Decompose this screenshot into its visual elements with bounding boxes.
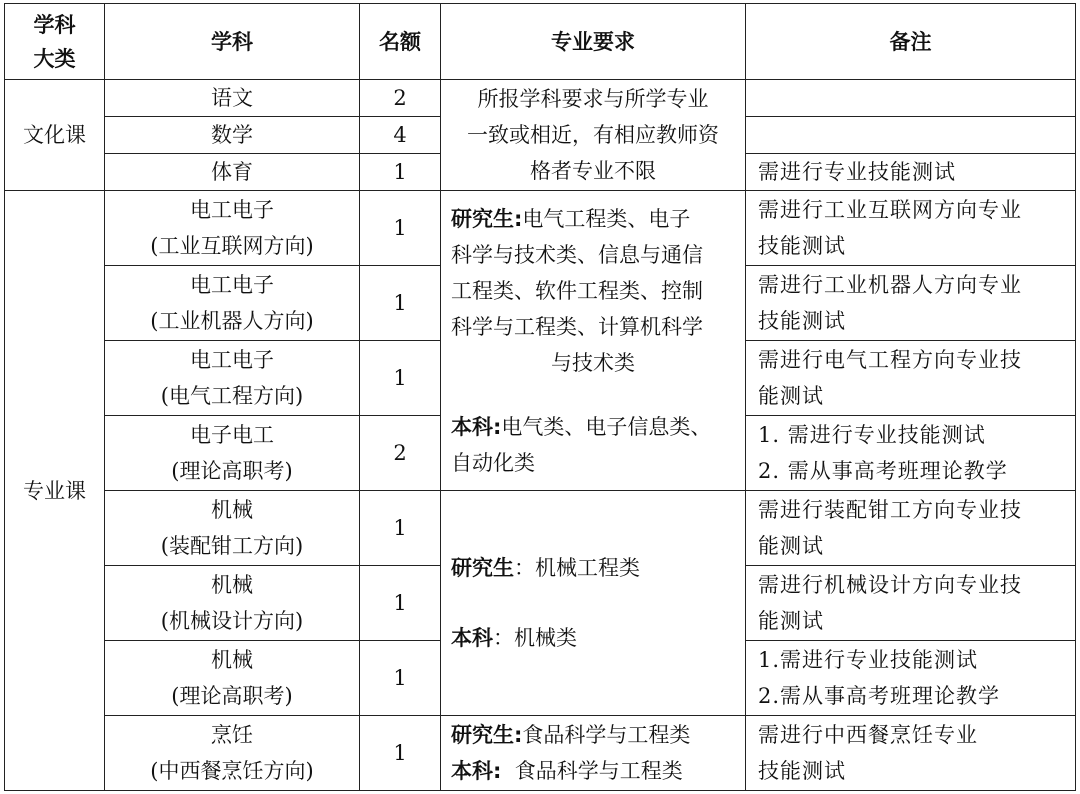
quota-cell: 1 — [360, 566, 441, 641]
quota-cell: 1 — [360, 266, 441, 341]
note-cell: 需进行电气工程方向专业技 能测试 — [746, 341, 1076, 416]
quota-cell: 4 — [360, 117, 441, 154]
header-subject: 学科 — [105, 4, 360, 80]
subject-cell: 机械 (理论高职考) — [105, 641, 360, 716]
requirement-cell: 研究生：机械工程类 本科：机械类 — [441, 491, 746, 716]
quota-cell: 2 — [360, 416, 441, 491]
table-row — [5, 491, 1076, 566]
note-cell: 需进行专业技能测试 — [746, 154, 1076, 191]
header-category: 学科 大类 — [5, 4, 105, 80]
note-cell: 1.需进行专业技能测试 2.需从事高考班理论教学 — [746, 641, 1076, 716]
quota-cell: 1 — [360, 491, 441, 566]
note-cell: 1. 需进行专业技能测试 2. 需从事高考班理论教学 — [746, 416, 1076, 491]
header-notes: 备注 — [746, 4, 1076, 80]
subject-cell: 电子电工 (理论高职考) — [105, 416, 360, 491]
quota-cell: 2 — [360, 80, 441, 117]
note-cell: 需进行装配钳工方向专业技 能测试 — [746, 491, 1076, 566]
group-culture: 文化课 — [5, 80, 105, 191]
quota-cell: 1 — [360, 716, 441, 791]
quota-cell: 1 — [360, 641, 441, 716]
header-quota: 名额 — [360, 4, 441, 80]
header-row — [5, 4, 1076, 80]
note-cell: 需进行机械设计方向专业技 能测试 — [746, 566, 1076, 641]
note-cell: 需进行工业机器人方向专业 技能测试 — [746, 266, 1076, 341]
subject-cell: 体育 — [105, 154, 360, 191]
group-professional: 专业课 — [5, 191, 105, 791]
quota-cell: 1 — [360, 154, 441, 191]
subject-cell: 电工电子 (电气工程方向) — [105, 341, 360, 416]
note-cell: 需进行中西餐烹饪专业 技能测试 — [746, 716, 1076, 791]
quota-cell: 1 — [360, 191, 441, 266]
subject-cell: 机械 (装配钳工方向) — [105, 491, 360, 566]
note-cell — [746, 117, 1076, 154]
subject-cell: 电工电子 (工业互联网方向) — [105, 191, 360, 266]
recruitment-table — [4, 3, 1076, 791]
subject-cell: 机械 (机械设计方向) — [105, 566, 360, 641]
table-row — [5, 80, 1076, 117]
subject-cell: 电工电子 (工业机器人方向) — [105, 266, 360, 341]
subject-cell: 烹饪 (中西餐烹饪方向) — [105, 716, 360, 791]
requirement-cell: 研究生:食品科学与工程类 本科: 食品科学与工程类 — [441, 716, 746, 791]
subject-cell: 数学 — [105, 117, 360, 154]
note-cell — [746, 80, 1076, 117]
subject-cell: 语文 — [105, 80, 360, 117]
requirement-cell: 研究生:电气工程类、电子 科学与技术类、信息与通信 工程类、软件工程类、控制 科学与工程类、计算机科学 与技术类 本科:电气类、电子信息类、 自动化类 — [441, 191, 746, 491]
quota-cell: 1 — [360, 341, 441, 416]
table-row — [5, 716, 1076, 791]
note-cell: 需进行工业互联网方向专业 技能测试 — [746, 191, 1076, 266]
table-row — [5, 191, 1076, 266]
requirement-cell: 所报学科要求与所学专业 一致或相近，有相应教师资 格者专业不限 — [441, 80, 746, 191]
header-requirement: 专业要求 — [441, 4, 746, 80]
